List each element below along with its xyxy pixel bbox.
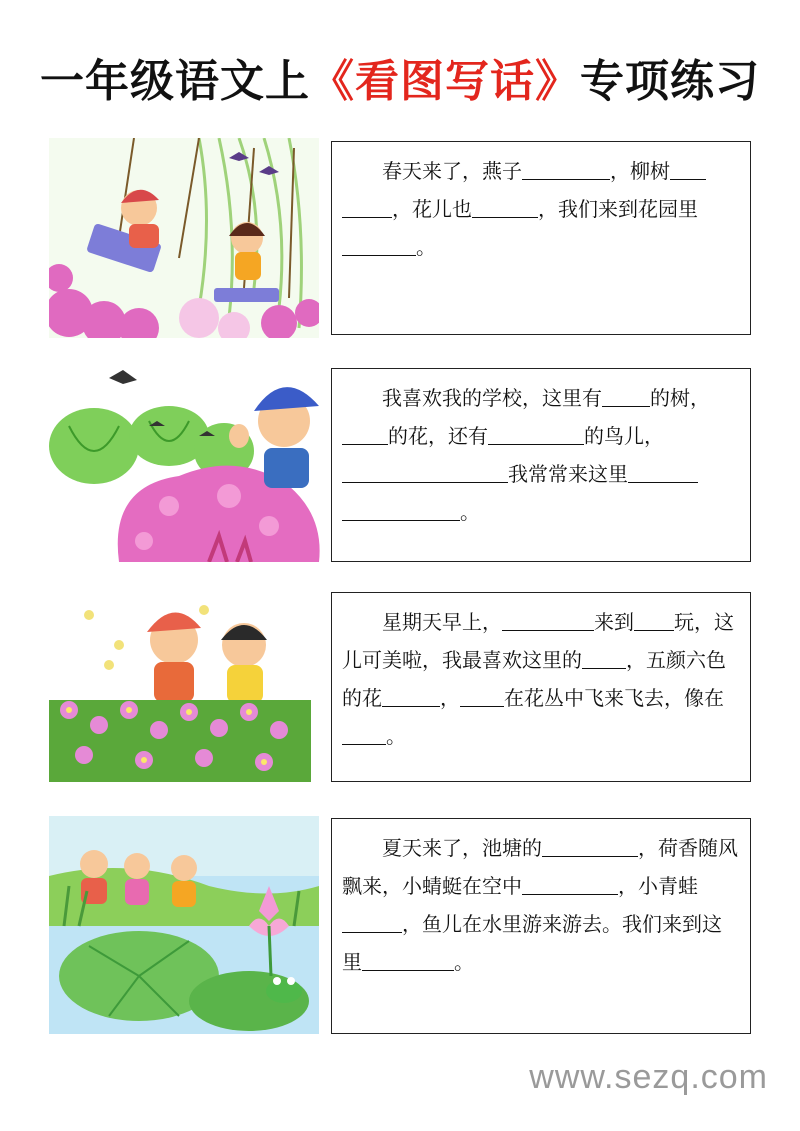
answer-blank[interactable]: [602, 382, 650, 407]
answer-blank[interactable]: [472, 193, 538, 218]
answer-blank[interactable]: [628, 458, 698, 483]
answer-blank[interactable]: [582, 644, 626, 669]
exercise-text-1: 春天来了，燕子 ，柳树，花儿也 ，我们来到花园里。: [342, 152, 740, 266]
answer-blank[interactable]: [342, 496, 460, 521]
exercise-box-3: [331, 592, 751, 782]
answer-blank[interactable]: [488, 420, 584, 445]
answer-blank[interactable]: [342, 231, 416, 256]
worksheet-title: [0, 52, 800, 112]
answer-blank[interactable]: [342, 458, 508, 483]
answer-blank[interactable]: [460, 682, 504, 707]
answer-blank[interactable]: [634, 606, 674, 631]
title-suffix: 专项练习: [580, 56, 760, 107]
spring-swing-illustration: [49, 138, 319, 338]
answer-blank[interactable]: [522, 870, 618, 895]
answer-blank[interactable]: [382, 682, 440, 707]
exercise-text-3: 星期天早上， 来到 玩，这儿可美啦，我最喜欢这里的 ，五颜六色的花 ， 在花丛中飞来飞去，像在。: [342, 603, 740, 755]
answer-blank[interactable]: [502, 606, 594, 631]
exercise-box-1: [331, 141, 751, 335]
answer-blank[interactable]: [522, 155, 610, 180]
exercise-text-2: 我喜欢我的学校，这里有 的树，的花，还有 的鸟儿，我常常来这里。: [342, 379, 740, 531]
exercise-box-2: [331, 368, 751, 562]
answer-blank[interactable]: [362, 946, 454, 971]
answer-blank[interactable]: [342, 420, 388, 445]
flower-field-illustration: [49, 590, 311, 782]
answer-blank[interactable]: [342, 193, 392, 218]
school-garden-illustration: [49, 366, 324, 562]
watermark: www.sezq.com: [529, 1058, 768, 1096]
answer-blank[interactable]: [670, 155, 706, 180]
answer-blank[interactable]: [342, 720, 386, 745]
answer-blank[interactable]: [342, 908, 402, 933]
title-prefix: 一年级语文上: [40, 56, 310, 107]
summer-pond-illustration: [49, 816, 319, 1034]
answer-blank[interactable]: [542, 832, 638, 857]
exercise-text-4: 夏天来了，池塘的 ，荷香随风飘来，小蜻蜓在空中 ，小青蛙，鱼儿在水里游来游去。我们来到这里 。: [342, 829, 740, 981]
exercise-box-4: [331, 818, 751, 1034]
title-highlight: 《看图写话》: [310, 56, 580, 107]
